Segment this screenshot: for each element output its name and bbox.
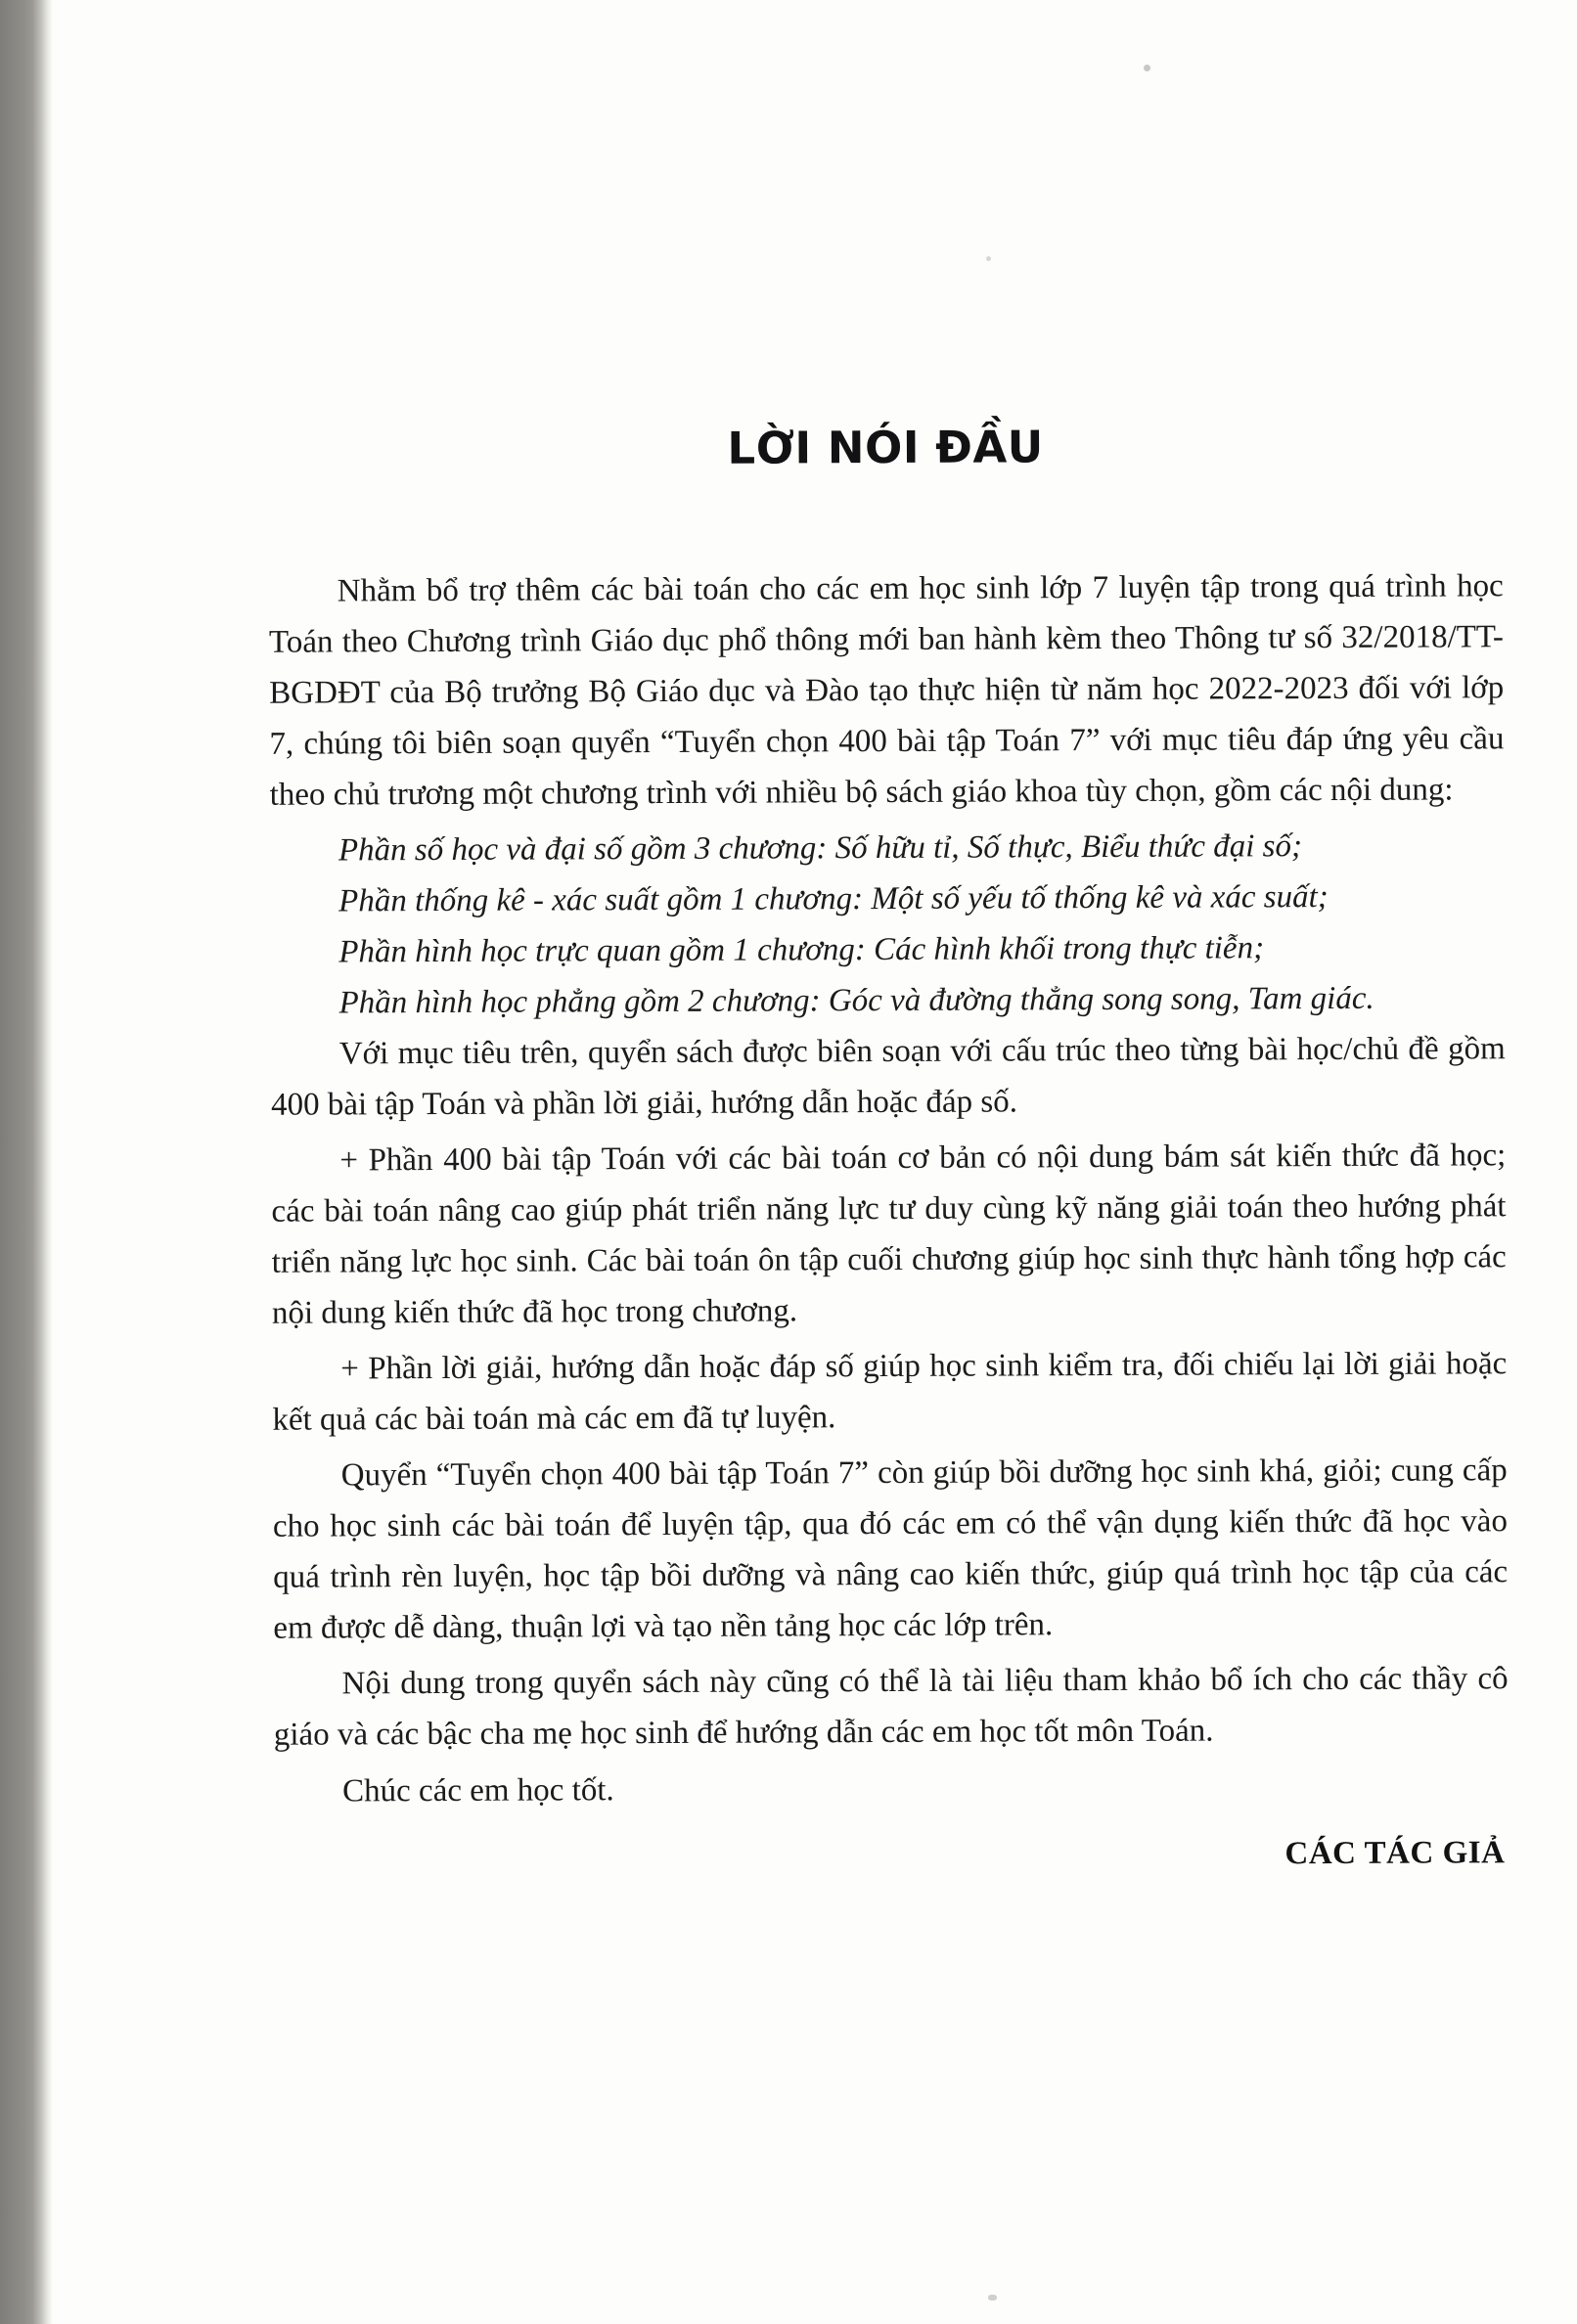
paragraph-structure: Với mục tiêu trên, quyển sách được biên soạn với cấu trúc theo từng bài học/chủ đề gồm 400 bài tập Toán và phần lời giải, hướng dẫn hoặc đáp số. bbox=[270, 1031, 1506, 1123]
closing-wish: Chúc các em học tốt. bbox=[342, 1772, 614, 1810]
paragraph-reference: Nội dung trong quyển sách này cũng có thể là tài liệu tham khảo bổ ích cho các thầy cô giáo và các bậc cha mẹ học sinh để hướng dẫn các em học tốt môn Toán. bbox=[273, 1661, 1509, 1753]
paragraph-solutions: + Phần lời giải, hướng dẫn hoặc đáp số giúp học sinh kiểm tra, đối chiếu lại lời giải hoặc kết quả các bài toán mà các em đã tự luyện. bbox=[272, 1346, 1508, 1438]
list-item-visual-geometry: Phần hình học trực quan gồm 1 chương: Các hình khối trong thực tiễn; bbox=[338, 930, 1265, 970]
list-item-arithmetic: Phần số học và đại số gồm 3 chương: Số hữu tỉ, Số thực, Biểu thức đại số; bbox=[338, 828, 1303, 869]
page-title: LỜI NÓI ĐẦU bbox=[727, 421, 1044, 474]
paragraph-intro: Nhằm bổ trợ thêm các bài toán cho các em học sinh lớp 7 luyện tập trong quá trình học Toán theo Chương trình Giáo dục phổ thông mới ban hành kèm theo Thông tư số 32/2018/TT-BGDĐT của Bộ trưởng Bộ Giáo dục và Đào tạo thực hiện từ năm học 2022-2023 đối với lớp 7, chúng tôi biên soạn quyển “Tuyển chọn 400 bài tập Toán 7” với mục tiêu đáp ứng yêu cầu theo chủ trương một chương trình với nhiều bộ sách giáo khoa tùy chọn, gồm các nội dung: bbox=[268, 568, 1505, 813]
paragraph-benefits: Quyển “Tuyển chọn 400 bài tập Toán 7” còn giúp bồi dưỡng học sinh khá, giỏi; cung cấp cho học sinh các bài toán để luyện tập, qua đó các em có thể vận dụng kiến thức đã học vào quá trình rèn luyện, học tập bồi dưỡng và nâng cao kiến thức, giúp quá trình học tập của các em được dễ dàng, thuận lợi và tạo nền tảng học các lớp trên. bbox=[272, 1452, 1509, 1646]
scan-speck bbox=[988, 2295, 997, 2301]
scan-speck bbox=[986, 256, 991, 261]
list-item-plane-geometry: Phần hình học phẳng gồm 2 chương: Góc và đường thẳng song song, Tam giác. bbox=[338, 980, 1374, 1021]
binding-shadow bbox=[0, 0, 53, 2324]
author-signature: CÁC TÁC GIẢ bbox=[1284, 1835, 1506, 1872]
paragraph-exercises: + Phần 400 bài tập Toán với các bài toán cơ bản có nội dung bám sát kiến thức đã học; các bài toán nâng cao giúp phát triển năng lực tư duy cùng kỹ năng giải toán theo hướng phát triển năng lực học sinh. Các bài toán ôn tập cuối chương giúp học sinh thực hành tổng hợp các nội dung kiến thức đã học trong chương. bbox=[271, 1138, 1507, 1331]
list-item-statistics: Phần thống kê - xác suất gồm 1 chương: Một số yếu tố thống kê và xác suất; bbox=[338, 879, 1329, 919]
page-content bbox=[268, 420, 1509, 1883]
scan-speck bbox=[1144, 65, 1150, 71]
